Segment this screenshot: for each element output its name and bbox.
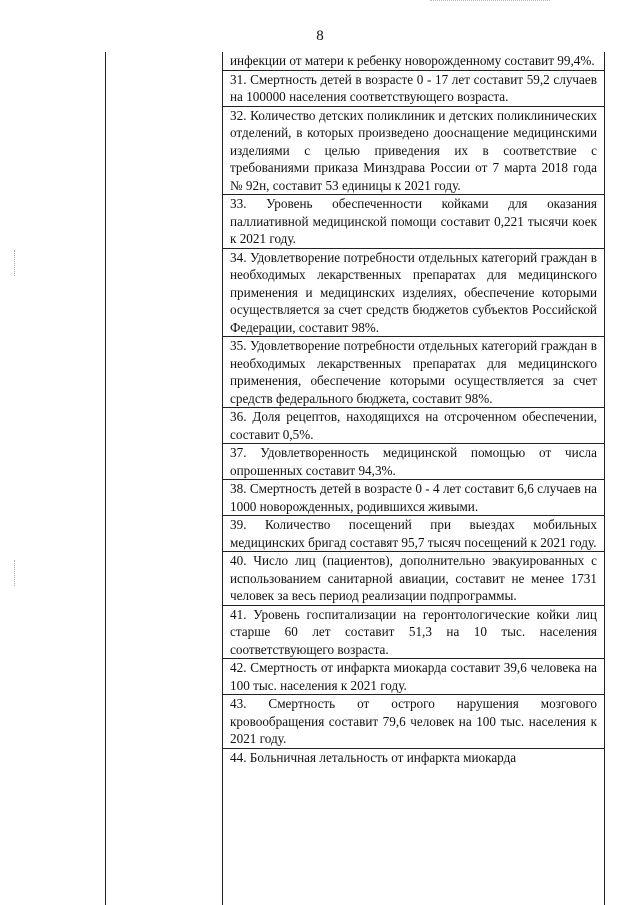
list-item: 34. Удовлетворение потребности отдельных категорий граждан в необходимых лекарственных препаратах для медицинского применения и медицинских изделиях, обеспечение которыми осуществляется за счет средств бюджетов субъектов Российской Федерации, составит 98%. xyxy=(223,248,604,337)
list-item: 31. Смертность детей в возрасте 0 - 17 лет составит 59,2 случаев на 100000 населения соответствующего возраста. xyxy=(223,70,604,106)
document-table xyxy=(105,52,605,905)
list-item: 36. Доля рецептов, находящихся на отсроченном обеспечении, составит 0,5%. xyxy=(223,407,604,443)
list-item: 40. Число лиц (пациентов), дополнительно эвакуированных с использованием санитарной авиации, составит не менее 1731 человек за весь период реализации подпрограммы. xyxy=(223,551,604,605)
table-left-column xyxy=(106,52,223,905)
page-number: 8 xyxy=(316,28,324,44)
list-item: 39. Количество посещений при выездах мобильных медицинских бригад составят 95,7 тысяч посещений к 2021 году. xyxy=(223,515,604,551)
list-item: 37. Удовлетворенность медицинской помощью от числа опрошенных составит 94,3%. xyxy=(223,443,604,479)
table-right-column xyxy=(223,52,604,905)
list-item: 44. Больничная летальность от инфаркта миокарда xyxy=(223,748,604,767)
list-item: 41. Уровень госпитализации на геронтологические койки лиц старше 60 лет составит 51,3 на 10 тыс. населения соответствующего возраста. xyxy=(223,605,604,659)
scan-artifact-line xyxy=(430,0,550,4)
list-item: 33. Уровень обеспеченности койками для оказания паллиативной медицинской помощи составит 0,221 тысячи коек к 2021 году. xyxy=(223,194,604,248)
list-item: 32. Количество детских поликлиник и детских поликлинических отделений, в которых произведено дооснащение медицинскими изделиями с целью приведения их в соответствие с требованиями приказа Минздрава России от 7 марта 2018 года № 92н, составит 53 единицы к 2021 году. xyxy=(223,106,604,195)
list-item: 35. Удовлетворение потребности отдельных категорий граждан в необходимых лекарственных препаратах для медицинского применения, обеспечение которыми осуществляется за счет средств федерального бюджета, составит 98%. xyxy=(223,336,604,407)
list-item: 42. Смертность от инфаркта миокарда составит 39,6 человека на 100 тыс. населения к 2021 году. xyxy=(223,658,604,694)
scan-margin-mark xyxy=(14,250,17,276)
list-item: инфекции от матери к ребенку новорожденному составит 99,4%. xyxy=(230,53,595,68)
list-item: 38. Смертность детей в возрасте 0 - 4 лет составит 6,6 случаев на 1000 новорожденных, родившихся живыми. xyxy=(223,479,604,515)
scan-margin-mark xyxy=(14,560,17,586)
list-item: 43. Смертность от острого нарушения мозгового кровообращения составит 79,6 человек на 100 тыс. населения к 2021 году. xyxy=(223,694,604,748)
